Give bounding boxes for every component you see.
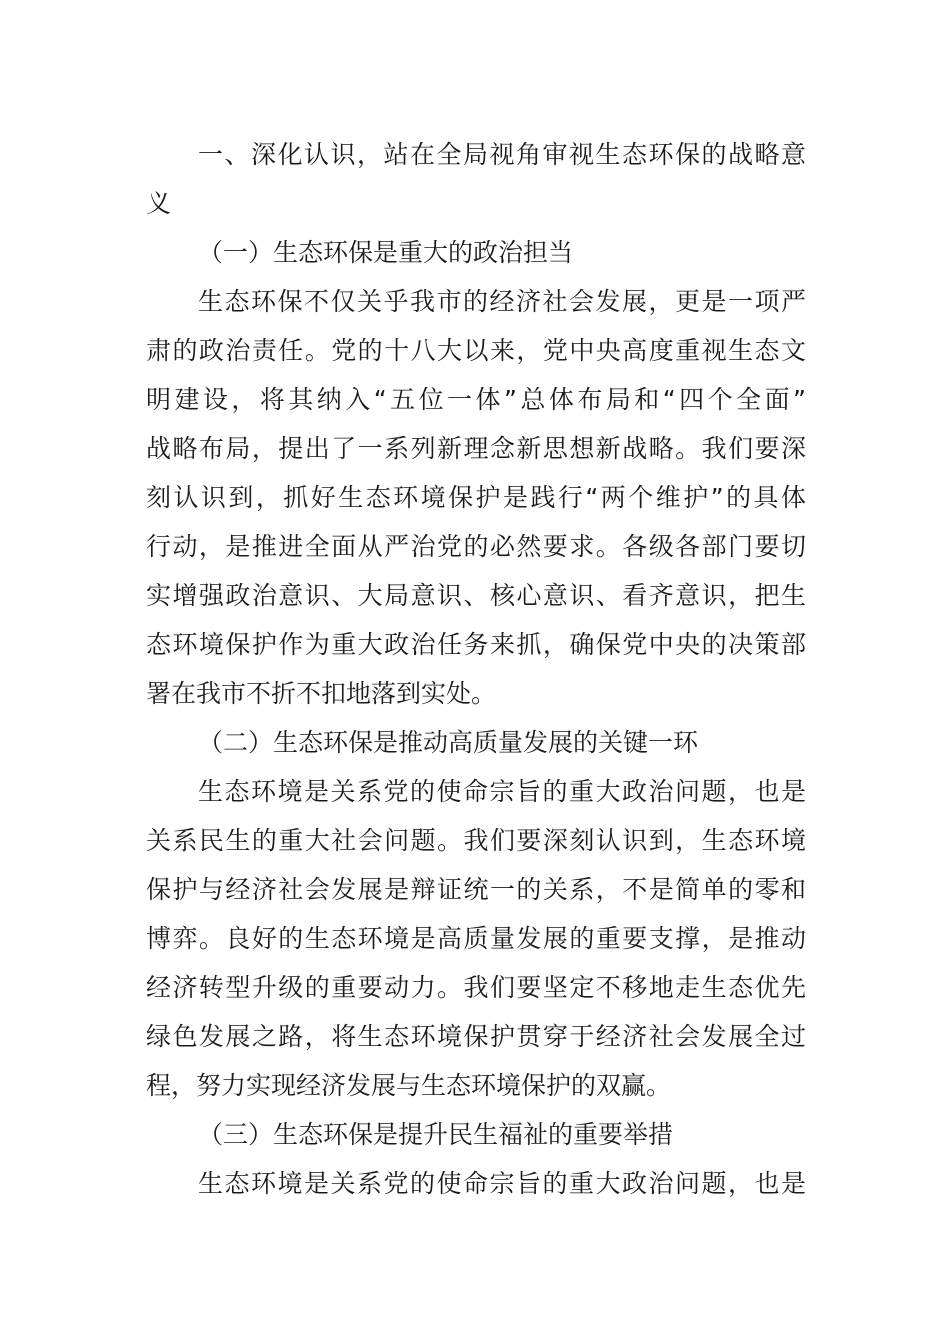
paragraph-line: 行动，是推进全面从严治党的必然要求。各级各部门要切 [146,532,806,561]
paragraph-line: 生态环境是关系党的使命宗旨的重大政治问题，也是 [198,1169,806,1198]
paragraph-line: 博弈。良好的生态环境是高质量发展的重要支撑，是推动 [146,924,806,953]
subsection-title: （二）生态环保是推动高质量发展的关键一环 [198,728,699,757]
paragraph-line: 肃的政治责任。党的十八大以来，党中央高度重视生态文 [146,336,806,365]
section-heading-line-2: 义 [146,189,172,218]
paragraph-line: 生态环保不仅关乎我市的经济社会发展，更是一项严 [198,287,806,316]
paragraph-line: 态环境保护作为重大政治任务来抓，确保党中央的决策部 [146,630,806,659]
subsection-title: （一）生态环保是重大的政治担当 [198,238,574,267]
paragraph-line: 绿色发展之路，将生态环境保护贯穿于经济社会发展全过 [146,1022,806,1051]
paragraph-line: 保护与经济社会发展是辩证统一的关系，不是简单的零和 [146,875,806,904]
paragraph-line: 程，努力实现经济发展与生态环境保护的双赢。 [146,1071,672,1100]
paragraph-line: 生态环境是关系党的使命宗旨的重大政治问题，也是 [198,777,806,806]
paragraph-line: 战略布局，提出了一系列新理念新思想新战略。我们要深 [146,434,806,463]
paragraph-line: 经济转型升级的重要动力。我们要坚定不移地走生态优先 [146,973,806,1002]
paragraph-line: 明建设，将其纳入“五位一体”总体布局和“四个全面” [146,385,806,414]
paragraph-line: 实增强政治意识、大局意识、核心意识、看齐意识，把生 [146,581,806,610]
document-body [146,130,806,1208]
section-heading-line-1: 一、深化认识，站在全局视角审视生态环保的战略意 [198,140,806,169]
paragraph-line: 署在我市不折不扣地落到实处。 [146,679,497,708]
paragraph-line: 刻认识到，抓好生态环境保护是践行“两个维护”的具体 [146,483,806,512]
paragraph-line: 关系民生的重大社会问题。我们要深刻认识到，生态环境 [146,826,806,855]
subsection-title: （三）生态环保是提升民生福祉的重要举措 [198,1120,674,1149]
